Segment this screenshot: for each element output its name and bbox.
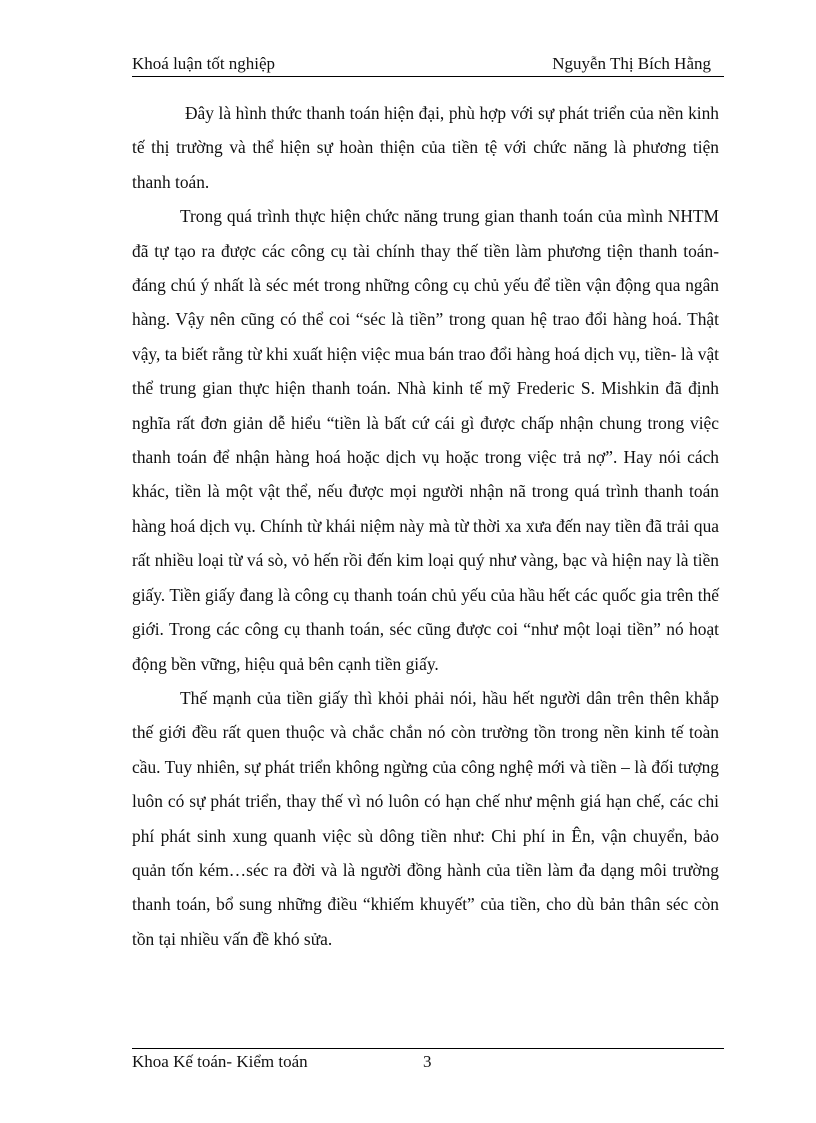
page-footer [132,1048,724,1079]
page-number: 3 [423,1052,432,1071]
paragraph-1: Đây là hình thức thanh toán hiện đại, phù hợp với sự phát triển của nền kinh tế thị trường và thể hiện sự hoàn thiện của tiền tệ với chức năng là phương tiện thanh toán. [132,103,719,192]
paragraph-2: Trong quá trình thực hiện chức năng trung gian thanh toán của mình NHTM đã tự tạo ra được các công cụ tài chính thay thế tiền làm phương tiện thanh toán- đáng chú ý nhất là séc mét trong những công cụ chủ yếu để tiền vận động qua ngân hàng. Vậy nên cũng có thể coi “séc là tiền” trong quan hệ trao đổi hàng hoá. Thật vậy, ta biết rằng từ khi xuất hiện việc mua bán trao đổi hàng hoá dịch vụ, tiền- là vật thể trung gian thực hiện thanh toán. Nhà kinh tế mỹ Frederic S. Mishkin đã định nghĩa rất đơn giản dễ hiểu “tiền là bất cứ cái gì được chấp nhận chung trong việc thanh toán để nhận hàng hoá hoặc dịch vụ hoặc trong việc trả nợ”. Hay nói cách khác, tiền là một vật thể, nếu được mọi người nhận nã trong quá trình thanh toán hàng hoá dịch vụ. Chính từ khái niệm này mà từ thời xa xưa đến nay tiền đã trải qua rất nhiều loại từ vá sò, vỏ hến rồi đến kim loại quý như vàng, bạc và hiện nay là tiền giấy. Tiền giấy đang là công cụ thanh toán chủ yếu của hầu hết các quốc gia trên thế giới. Trong các công cụ thanh toán, séc cũng được coi “như một loại tiền” nó hoạt động bền vững, hiệu quả bên cạnh tiền giấy. [132,206,719,674]
document-body [132,96,719,956]
footer-department: Khoa Kế toán- Kiểm toán [132,1052,308,1071]
page-header [132,52,724,77]
paragraph-3: Thế mạnh của tiền giấy thì khỏi phải nói, hầu hết người dân trên thên khắp thế giới đều rất quen thuộc và chắc chắn nó còn trường tồn trong nền kinh tế toàn cầu. Tuy nhiên, sự phát triển không ngừng của công nghệ mới và tiền – là đối tượng luôn có sự phát triển, thay thế vì nó luôn có hạn chế như mệnh giá hạn chế, các chi phí phát sinh xung quanh việc sù dông tiền như: Chi phí in Ên, vận chuyển, bảo quản tốn kém…séc ra đời và là người đồng hành của tiền làm đa dạng môi trường thanh toán, bổ sung những điều “khiếm khuyết” của tiền, cho dù bản thân séc còn tồn tại nhiều vấn đề khó sửa. [132,687,719,949]
header-thesis-title: Khoá luận tốt nghiệp [132,54,276,73]
header-author-name: Nguyễn Thị Bích Hằng [552,54,711,73]
